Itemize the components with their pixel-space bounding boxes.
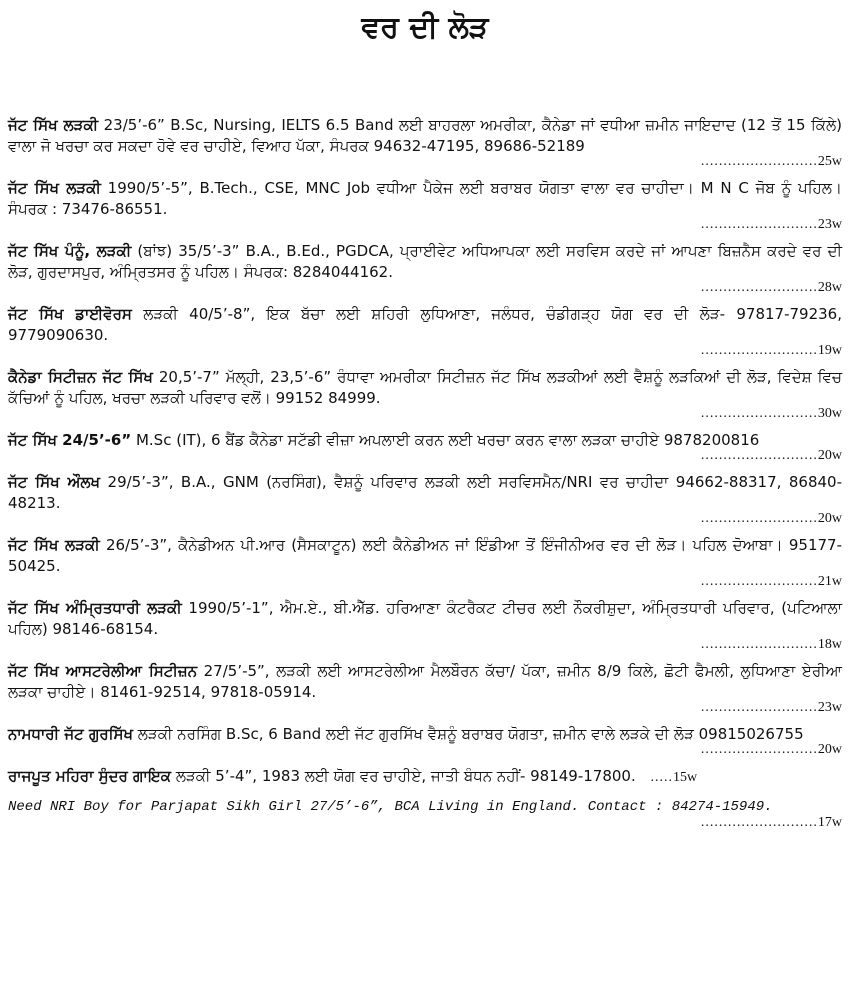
ad-body: 1990/5’-1”, ਐਮ.ਏ., ਬੀ.ਐੱਡ. ਹਰਿਆਣਾ ਕੰਟਰੈਕਟ ਟੀਚਰ ਲਈ ਨੌਕਰੀਸ਼ੁਦਾ, ਅੰਮ੍ਰਿਤਧਾਰੀ ਪਰਿਵਾਰ, (ਪਟਿਆਲਾ ਪਹਿਲ) 98146-68154. — [8, 599, 842, 638]
classified-ad — [8, 795, 842, 831]
classified-ad — [8, 115, 842, 170]
ad-ref — [8, 700, 842, 716]
classified-ad — [8, 178, 842, 233]
ad-dots: .......................... — [700, 815, 818, 830]
ad-lead: ਰਾਜਪੂਤ ਮਹਿਰਾ ਸੁੰਦਰ ਗਾਇਕ — [8, 767, 172, 785]
ad-body: 23/5’-6” B.Sc, Nursing, IELTS 6.5 Band ਲਈ ਬਾਹਰਲਾ ਅਮਰੀਕਾ, ਕੈਨੇਡਾ ਜਾਂ ਵਧੀਆ ਜ਼ਮੀਨ ਜਾਇਦਾਦ (12 ਤੋਂ 15 ਕਿੱਲੇ) ਵਾਲਾ ਜੋ ਖਰਚਾ ਕਰ ਸਕਦਾ ਹੋਵੇ ਵਰ ਚਾਹੀਏ, ਵਿਆਹ ਪੱਕਾ, ਸੰਪਰਕ 94632-47195, 89686-52189 — [8, 116, 843, 155]
ad-body: (ਬਾਂਝ) 35/5’-3” B.A., B.Ed., PGDCA, ਪ੍ਰਾਈਵੇਟ ਅਧਿਆਪਕਾ ਲਈ ਸਰਵਿਸ ਕਰਦੇ ਜਾਂ ਆਪਣਾ ਬਿਜ਼ਨੈਸ ਕਰਦੇ ਵਰ ਦੀ ਲੋੜ, ਗੁਰਦਾਸਪੁਰ, ਅੰਮ੍ਰਿਤਸਰ ਨੂੰ ਪਹਿਲ। ਸੰਪਰਕ: 8284044162. — [8, 242, 842, 281]
ad-body: ਲੜਕੀ 40/5’-8”, ਇਕ ਬੱਚਾ ਲਈ ਸ਼ਹਿਰੀ ਲੁਧਿਆਣਾ, ਜਲੰਧਰ, ਚੰਡੀਗੜ੍ਹ ਯੋਗ ਵਰ ਦੀ ਲੋੜ- 97817-79236, 9779090630. — [8, 305, 842, 344]
ad-dots: .......................... — [700, 700, 818, 715]
ad-lead: ਜੱਟ ਸਿੱਖ ਲੜਕੀ — [8, 179, 101, 197]
ad-body: 29/5’-3”, B.A., GNM (ਨਰਸਿੰਗ), ਵੈਸ਼ਨੂੰ ਪਰਿਵਾਰ ਲੜਕੀ ਲਈ ਸਰਵਿਸਮੈਨ/NRI ਵਰ ਚਾਹੀਦਾ 94662-88317, 86840-48213. — [8, 473, 842, 512]
ad-code: 23w — [817, 217, 842, 232]
classified-ad — [8, 241, 842, 296]
ad-lead: ਜੱਟ ਸਿੱਖ ਲੜਕੀ — [8, 536, 100, 554]
ad-body: Need NRI Boy for Parjapat Sikh Girl 27/5’-6”, BCA Living in England. Contact : 84274-15949. — [8, 799, 773, 815]
ad-code: 21w — [817, 574, 842, 589]
ad-dots: .......................... — [700, 637, 818, 652]
ad-dots: ..... — [650, 770, 674, 785]
ad-ref — [8, 343, 842, 359]
ad-code: 17w — [817, 815, 842, 830]
ad-body: 1990/5’-5”, B.Tech., CSE, MNC Job ਵਧੀਆ ਪੈਕੇਜ ਲਈ ਬਰਾਬਰ ਯੋਗਤਾ ਵਾਲਾ ਵਰ ਚਾਹੀਦਾ। M N C ਜੋਬ ਨੂੰ ਪਹਿਲ। ਸੰਪਰਕ : 73476-86551. — [8, 179, 842, 218]
classified-ads-list — [8, 115, 842, 839]
ad-lead: ਜੱਟ ਸਿੱਖ ਡਾਈਵੋਰਸ — [8, 305, 132, 323]
ad-lead: ਜੱਟ ਸਿੱਖ ਪੰਨੂੰ, ਲੜਕੀ — [8, 242, 132, 260]
ad-code: 20w — [817, 511, 842, 526]
ad-dots: .......................... — [700, 343, 818, 358]
ad-code: 19w — [817, 343, 842, 358]
ad-ref — [651, 770, 698, 785]
ad-code: 30w — [817, 406, 842, 421]
classified-ad — [8, 304, 842, 359]
ad-dots: .......................... — [700, 574, 818, 589]
ad-code: 18w — [817, 637, 842, 652]
ad-dots: .......................... — [700, 742, 818, 757]
ad-code: 20w — [817, 742, 842, 757]
ad-lead: ਜੱਟ ਸਿੱਖ 24/5’-6” — [8, 431, 132, 449]
ad-ref — [8, 637, 842, 653]
classified-ad — [8, 598, 842, 653]
ad-dots: .......................... — [700, 511, 818, 526]
classified-ad — [8, 661, 842, 716]
classified-ad — [8, 472, 842, 527]
ad-ref — [8, 574, 842, 590]
ad-dots: .......................... — [700, 280, 818, 295]
classified-ad — [8, 430, 842, 464]
ad-lead: ਨਾਮਧਾਰੀ ਜੱਟ ਗੁਰਸਿੱਖ — [8, 725, 134, 743]
ad-lead: ਜੱਟ ਸਿੱਖ ਔਲਖ — [8, 473, 101, 491]
ad-code: 25w — [817, 154, 842, 169]
ad-ref — [8, 742, 842, 758]
page-title: ਵਰ ਦੀ ਲੋੜ — [361, 10, 489, 45]
classified-ad — [8, 766, 842, 787]
ad-lead: ਕੈਨੇਡਾ ਸਿਟੀਜ਼ਨ ਜੱਟ ਸਿੱਖ — [8, 368, 153, 386]
ad-dots: .......................... — [700, 154, 818, 169]
ad-dots: .......................... — [700, 448, 818, 463]
ad-body: ਲੜਕੀ ਨਰਸਿੰਗ B.Sc, 6 Band ਲਈ ਜੱਟ ਗੁਰਸਿੱਖ ਵੈਸ਼ਨੂੰ ਬਰਾਬਰ ਯੋਗਤਾ, ਜ਼ਮੀਨ ਵਾਲੇ ਲੜਕੇ ਦੀ ਲੋੜ 09815026755 — [133, 725, 804, 743]
classified-ad — [8, 535, 842, 590]
ad-ref — [8, 217, 842, 233]
ad-ref — [8, 511, 842, 527]
ad-ref — [8, 815, 842, 831]
ad-lead: ਜੱਟ ਸਿੱਖ ਆਸਟਰੇਲੀਆ ਸਿਟੀਜ਼ਨ — [8, 662, 198, 680]
ad-body: 26/5’-3”, ਕੈਨੇਡੀਅਨ ਪੀ.ਆਰ (ਸੈਸਕਾਟੂਨ) ਲਈ ਕੈਨੇਡੀਅਨ ਜਾਂ ਇੰਡੀਆ ਤੋਂ ਇੰਜੀਨੀਅਰ ਵਰ ਦੀ ਲੋੜ। ਪਹਿਲ ਦੋਆਬਾ। 95177-50425. — [8, 536, 842, 575]
ad-ref — [8, 406, 842, 422]
ad-code: 23w — [817, 700, 842, 715]
ad-body: 20,5’-7” ਮੱਲ੍ਹੀ, 23,5’-6” ਰੰਧਾਵਾ ਅਮਰੀਕਾ ਸਿਟੀਜ਼ਨ ਜੱਟ ਸਿੱਖ ਲੜਕੀਆਂ ਲਈ ਵੈਸ਼ਨੂੰ ਲੜਕਿਆਂ ਦੀ ਲੋੜ, ਵਿਦੇਸ਼ ਵਿਚ ਕੱਚਿਆਂ ਨੂੰ ਪਹਿਲ, ਖਰਚਾ ਲੜਕੀ ਪਰਿਵਾਰ ਵਲੋਂ। 99152 84999. — [8, 368, 842, 407]
ad-lead: ਜੱਟ ਸਿੱਖ ਅੰਮ੍ਰਿਤਧਾਰੀ ਲੜਕੀ — [8, 599, 182, 617]
ad-body: M.Sc (IT), 6 ਬੈਂਡ ਕੈਨੇਡਾ ਸਟੱਡੀ ਵੀਜ਼ਾ ਅਪਲਾਈ ਕਰਨ ਲਈ ਖਰਚਾ ਕਰਨ ਵਾਲਾ ਲੜਕਾ ਚਾਹੀਏ 9878200816 — [131, 431, 760, 449]
ad-ref — [8, 280, 842, 296]
ad-code: 15w — [673, 770, 698, 785]
ad-dots: .......................... — [700, 406, 818, 421]
ad-body: ਲੜਕੀ 5’-4”, 1983 ਲਈ ਯੋਗ ਵਰ ਚਾਹੀਏ, ਜਾਤੀ ਬੰਧਨ ਨਹੀਂ- 98149-17800. — [171, 767, 636, 785]
ad-ref — [8, 154, 842, 170]
ad-lead: ਜੱਟ ਸਿੱਖ ਲੜਕੀ — [8, 116, 99, 134]
ad-code: 28w — [817, 280, 842, 295]
ad-ref — [8, 448, 842, 464]
ad-body: 27/5’-5”, ਲੜਕੀ ਲਈ ਆਸਟਰੇਲੀਆ ਮੈਲਬੌਰਨ ਕੱਚਾ/ ਪੱਕਾ, ਜ਼ਮੀਨ 8/9 ਕਿਲੇ, ਛੋਟੀ ਫੈਮਲੀ, ਲੁਧਿਆਣਾ ਏਰੀਆ ਲੜਕਾ ਚਾਹੀਏ। 81461-92514, 97818-05914. — [8, 662, 843, 701]
classified-ad — [8, 724, 842, 758]
ad-dots: .......................... — [700, 217, 818, 232]
classified-ad — [8, 367, 842, 422]
ad-code: 20w — [817, 448, 842, 463]
